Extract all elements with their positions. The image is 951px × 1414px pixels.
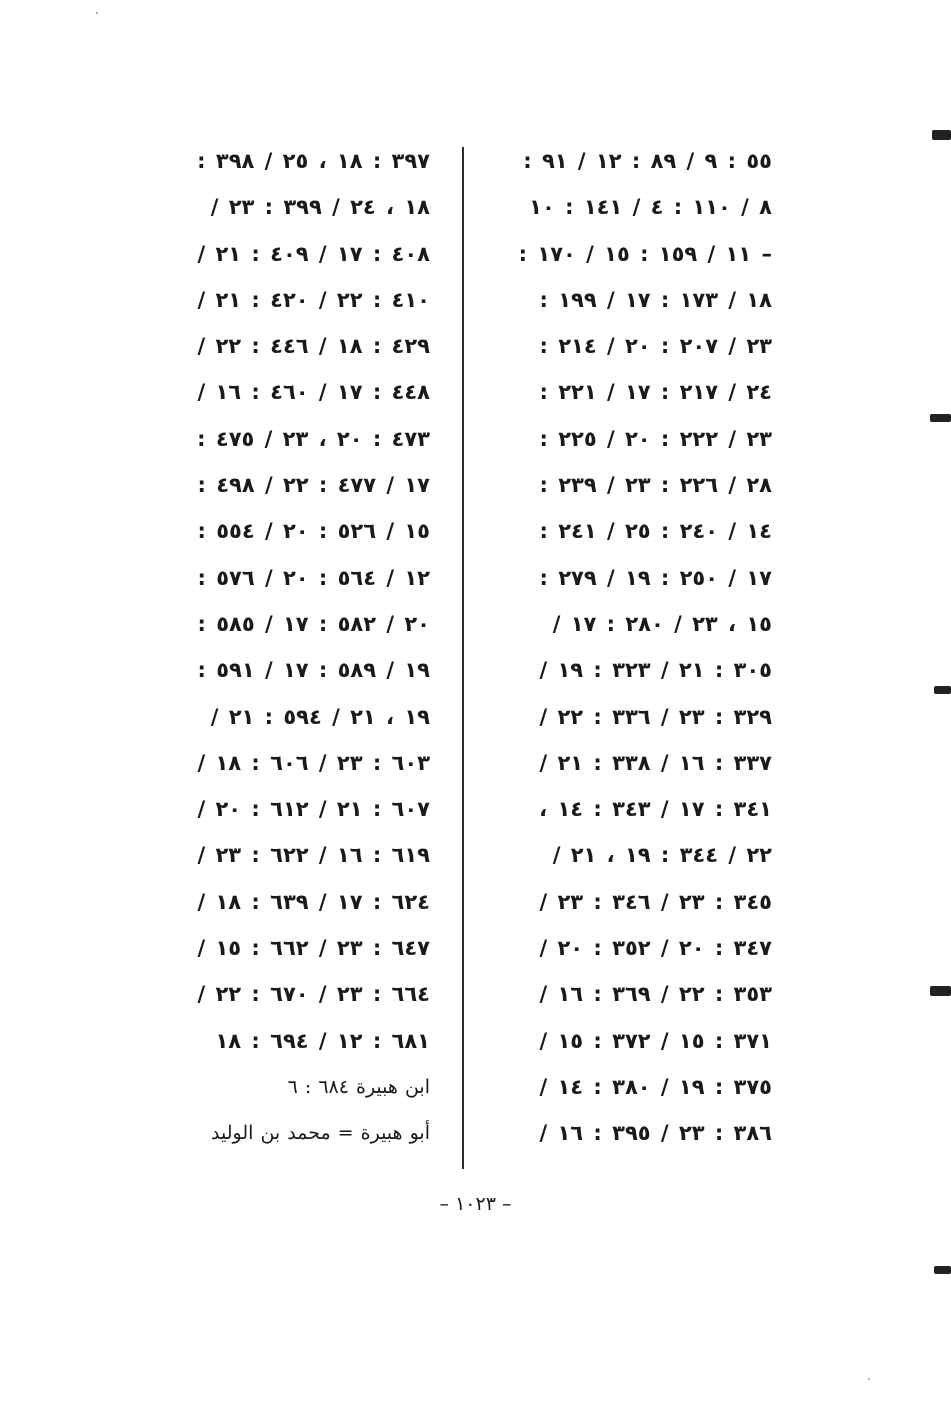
index-entry-heading: ابن هبيرة ٦٨٤ : ٦ <box>287 1075 430 1098</box>
index-line: ١٩ / ٥٨٩ : ١٧ / ٥٩١ : <box>197 658 430 683</box>
index-line: ٨ / ١١٠ : ٤ / ١٤١ : ١٠ <box>529 195 772 220</box>
binding-edge-mark <box>930 414 951 422</box>
paper-speck <box>96 12 98 14</box>
index-line: ٤٢٩ : ١٨ / ٤٤٦ : ٢٢ / <box>197 334 430 359</box>
index-line: ٦٨١ : ١٢ / ٦٩٤ : ١٨ <box>215 1028 430 1053</box>
index-line: ٣٤١ : ١٧ / ٣٤٣ : ١٤ ، <box>539 797 772 822</box>
index-line: ٢٤ / ٢١٧ : ١٧ / ٢٢١ : <box>539 380 772 405</box>
index-line: ٣٤٧ : ٢٠ / ٣٥٢ : ٢٠ / <box>539 936 772 961</box>
index-line: ١٧ / ٢٥٠ : ١٩ / ٢٧٩ : <box>539 565 772 590</box>
index-line: ٣٩٧ : ١٨ ، ٢٥ / ٣٩٨ : <box>197 149 430 173</box>
index-line: ٢٨ / ٢٢٦ : ٢٣ / ٢٣٩ : <box>539 473 772 498</box>
index-line: ٣٤٥ : ٢٣ / ٣٤٦ : ٢٣ / <box>539 889 772 914</box>
binding-edge-mark <box>932 130 951 140</box>
index-line: ٢٣ / ٢٠٧ : ٢٠ / ٢١٤ : <box>539 334 772 359</box>
index-line: ٣٥٣ : ٢٢ / ٣٦٩ : ١٦ / <box>539 982 772 1007</box>
index-line: ٦٠٣ : ٢٣ / ٦٠٦ : ١٨ / <box>197 750 430 775</box>
index-line: ٣٧٥ : ١٩ / ٣٨٠ : ١٤ / <box>539 1074 772 1099</box>
index-line: ٢٢ / ٣٤٤ : ١٩ ، ٢١ / <box>552 843 772 868</box>
index-line: ٣٨٦ : ٢٣ / ٣٩٥ : ١٦ / <box>539 1121 772 1146</box>
index-line: ١٧ / ٤٧٧ : ٢٢ / ٤٩٨ : <box>197 473 430 498</box>
index-line: ١٨ ، ٢٤ / ٣٩٩ : ٢٣ / <box>210 195 430 220</box>
index-line: – ١١ / ١٥٩ : ١٥ / ١٧٠ : <box>518 241 772 266</box>
index-line: ٦٢٤ : ١٧ / ٦٣٩ : ١٨ / <box>197 889 430 914</box>
index-line: ٢٣ / ٢٢٢ : ٢٠ / ٢٢٥ : <box>539 426 772 451</box>
page-number: – ١٠٢٣ – <box>439 1193 512 1215</box>
index-line: ٤٧٣ : ٢٠ ، ٢٣ / ٤٧٥ : <box>197 426 430 451</box>
index-line: ٦٠٧ : ٢١ / ٦١٢ : ٢٠ / <box>197 797 430 822</box>
index-line: ٣٣٧ : ١٦ / ٣٣٨ : ٢١ / <box>539 750 772 775</box>
index-line: ٦٤٧ : ٢٣ / ٦٦٢ : ١٥ / <box>197 936 430 961</box>
index-line: ٤٠٨ : ١٧ / ٤٠٩ : ٢١ / <box>197 241 430 266</box>
index-line: ١٢ / ٥٦٤ : ٢٠ / ٥٧٦ : <box>197 565 430 590</box>
index-line: ٣٠٥ : ٢١ / ٣٢٣ : ١٩ / <box>539 658 772 683</box>
binding-edge-mark <box>930 986 951 996</box>
index-line: ٣٧١ : ١٥ / ٣٧٢ : ١٥ / <box>539 1028 772 1053</box>
index-line: ٤١٠ : ٢٢ / ٤٢٠ : ٢١ / <box>197 287 430 312</box>
index-line: ٤٤٨ : ١٧ / ٤٦٠ : ١٦ / <box>197 380 430 405</box>
index-line: ٢٠ / ٥٨٢ : ١٧ / ٥٨٥ : <box>197 611 430 636</box>
index-line: ١٥ / ٥٢٦ : ٢٠ / ٥٥٤ : <box>197 519 430 544</box>
index-line: ١٨ / ١٧٣ : ١٧ / ١٩٩ : <box>539 287 772 312</box>
index-line: ٦١٩ : ١٦ / ٦٢٢ : ٢٣ / <box>197 843 430 868</box>
binding-edge-mark <box>934 1266 951 1274</box>
index-line: ٦٦٤ : ٢٣ / ٦٧٠ : ٢٢ / <box>197 982 430 1007</box>
index-line: ١٩ ، ٢١ / ٥٩٤ : ٢١ / <box>210 704 430 729</box>
paper-speck <box>868 1378 870 1380</box>
index-cross-reference: أبو هبيرة = محمد بن الوليد <box>211 1122 430 1145</box>
index-column-left <box>130 138 430 1157</box>
index-column-right <box>492 138 772 1157</box>
index-line: ٥٥ : ٩ / ٨٩ : ١٢ / ٩١ : <box>523 149 772 173</box>
column-divider <box>462 147 464 1169</box>
index-line: ١٥ ، ٢٣ / ٢٨٠ : ١٧ / <box>552 611 772 636</box>
binding-edge-mark <box>934 686 951 694</box>
index-line: ٣٢٩ : ٢٣ / ٣٣٦ : ٢٢ / <box>539 704 772 729</box>
index-line: ١٤ / ٢٤٠ : ٢٥ / ٢٤١ : <box>539 519 772 544</box>
